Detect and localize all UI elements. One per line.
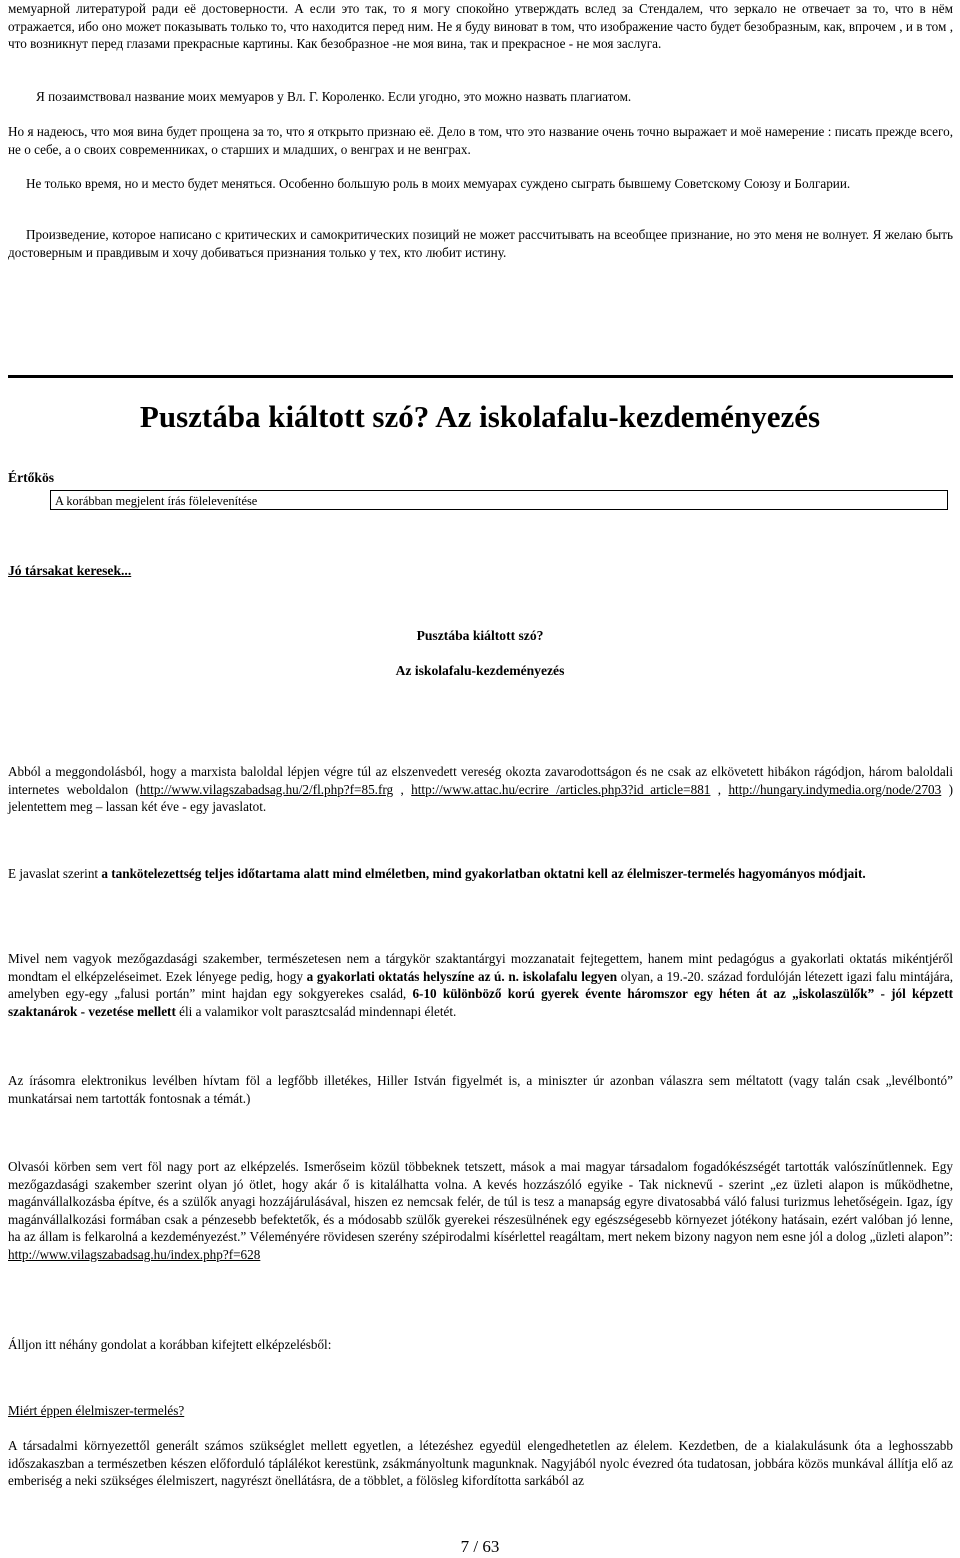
hu-paragraph-6: Álljon itt néhány gondolat a korábban kifejtett elképzelésből: [8,1337,332,1352]
link-indymedia[interactable]: http://hungary.indymedia.org/node/2703 [728,781,942,797]
subheading-why-food: Miért éppen élelmiszer-termelés? [8,1403,185,1418]
ru-paragraph-2: Я позаимствовал название моих мемуаров у Вл. Г. Короленко. Если угодно, это можно назвать плагиатом. [36,89,632,104]
page-number: 7 / 63 [460,1537,500,1556]
link-attac[interactable]: http://www.attac.hu/ecrire /articles.php3?id_article=881 [411,781,711,797]
ru-paragraph-4: Не только время, но и место будет меняться. Особенно большую роль в моих мемуарах суждено сыграть бывшему Советскому Союзу и Болгарии. [26,176,851,191]
link-vilagszabadsag-1[interactable]: http://www.vilagszabadsag.hu/2/fl.php?f=85.frg [139,781,394,797]
hu-paragraph-5: Olvasói körben sem vert föl nagy port az elképzelés. Ismerőseim közül többeknek tetszett, mások a mai magyar társadalom fogadókészségét tartották valószínűtlennek. Egy mezőgazdasági szakember szerint olyan jó ötlet, hogy akár ő is kitalálhatta volna. A kevés hozzászóló egyike - Tak nicknevű - szerint „ez üzleti alapon is működhetne, magánvállalkozásba építve, és a szülők anyagi hozzájárulásával, hiszen ez nemcsak felér, de túl is tesz a manapság egyre divatosabbá váló falusi turizmus lehetőségein. Igaz, így magánvállalkozási formában csak a pénzesebb befektetők, és a módosabb szülők gyerekei részesülnének egy egészségesebb környezet jótékony hatásain, ezért valóban jó lenne, ha az állam is felkarolná a kezdeményezést.” Véleményére rövidesen szerény szépirodalmi kísérlettel reagáltam, mert nekem bizony nagyon nem esne jól a dolog „üzleti alapon”: http://www.vilagszabadsag.hu/index.php?f=628 [8,1159,953,1262]
hu-paragraph-2: E javaslat szerint a tankötelezettség teljes időtartama alatt mind elméletben, mind gyakorlatban oktatni kell az élelmiszer-termelés hagyományos módjait. [8,866,866,881]
hu-paragraph-4: Az írásomra elektronikus levélben hívtam föl a legfőbb illetékes, Hiller István figyelmét is, a miniszter úr azonban válaszra sem méltatott (vagy talán csak „levélbontó” munkatársai nem tartották fontosnak a témát.) [8,1073,953,1106]
ru-paragraph-5: Произведение, которое написано с критических и самокритических позиций не может рассчитывать на всеобщее признание, но это меня не волнует. Я желаю быть достоверным и правдивым и хочу добиваться признания только у тех, кто любит истину. [8,227,953,260]
hu-paragraph-3: Mivel nem vagyok mezőgazdasági szakember, természetesen nem a tárgykör szaktantárgyi mozzanatait fejtegettem, hanem mint pedagógus a gyakorlati oktatás mikéntjéről mondtam el elképzeléseimet. Ezek lényege pedig, hogy a gyakorlati oktatás helyszíne az ú. n. iskolafalu legyen olyan, a 19.-20. század fordulóján létezett igazi falu mintájára, amelyben egy-egy „falusi portán” mint hajdan egy sokgyerekes család, 6-10 különböző korú gyerek évente háromszor egy héten át az „iskolaszülők” - jól képzett szaktanárok - vezetése mellett éli a valamikor volt parasztcsalád mindennapi életét. [8,951,954,1019]
ru-paragraph-1: мемуарной литературой ради её достоверности. А если это так, то я могу спокойно утверждать вслед за Стендалем, что зеркало не отвечает за то, что в нём отражается, ибо оно может показывать только то, что находится перед ним. Не я буду виноват в том, что изображение часто будет безобразным, как, впрочем , и в том , что возникнут перед глазами прекрасные картины. Как безобразное -не моя вина, так и прекрасное - не моя заслуга. [8,1,953,52]
hu-paragraph-8: A társadalmi környezettől generált számos szükséglet mellett egyetlen, a létezéshez egyedül elengedhetetlen az élelem. Kezdetben, de a kialakulásunk óta a leghosszabb időszakaszban a természetben készen előforduló táplálékot kerestünk, zsákmányoltunk magunknak. Nagyjából nyolc évezred óta tudatosan, jobbára közös munkával állítja elő az emberiség a neki szükséges élelmiszert, nagyrészt önellátásra, de a többlet, a fölösleg kifordította sarkából az [8,1438,953,1489]
section-label: Értőkös [8,470,55,485]
heading-link[interactable]: Jó társakat keresek... [8,563,132,578]
page-title: Pusztába kiáltott szó? Az iskolafalu-kezdeményezés [139,399,821,434]
subtitle-box: A korábban megjelent írás fölelevenítése [50,490,948,510]
link-vilagszabadsag-2[interactable]: http://www.vilagszabadsag.hu/index.php?f=628 [8,1246,261,1262]
hu-paragraph-1: Abból a meggondolásból, hogy a marxista baloldal lépjen végre túl az elszenvedett vereség okozta zavarodottságon és ne csak az elkövetett hibákon rágódjon, három baloldali internetes weboldalon (http://www.vilagszabadsag.hu/2/fl.php?f=85.frg , http://www.attac.hu/ecrire /articles.php3?id_article=881 , http://hungary.indymedia.org/node/2703 ) jelentettem meg – lassan két éve - egy javaslatot. [8,764,954,815]
ru-paragraph-3: Но я надеюсь, что моя вина будет прощена за то, что я открыто признаю её. Дело в том, что это название очень точно выражает и моё намерение : писать прежде всего, не о себе, а о своих современниках, о старших и младших, о венграх и не венграх. [8,124,953,157]
horizontal-divider [8,375,953,378]
article-title-line-1: Pusztába kiáltott szó? [416,628,544,643]
article-title-line-2: Az iskolafalu-kezdeményezés [395,663,565,678]
